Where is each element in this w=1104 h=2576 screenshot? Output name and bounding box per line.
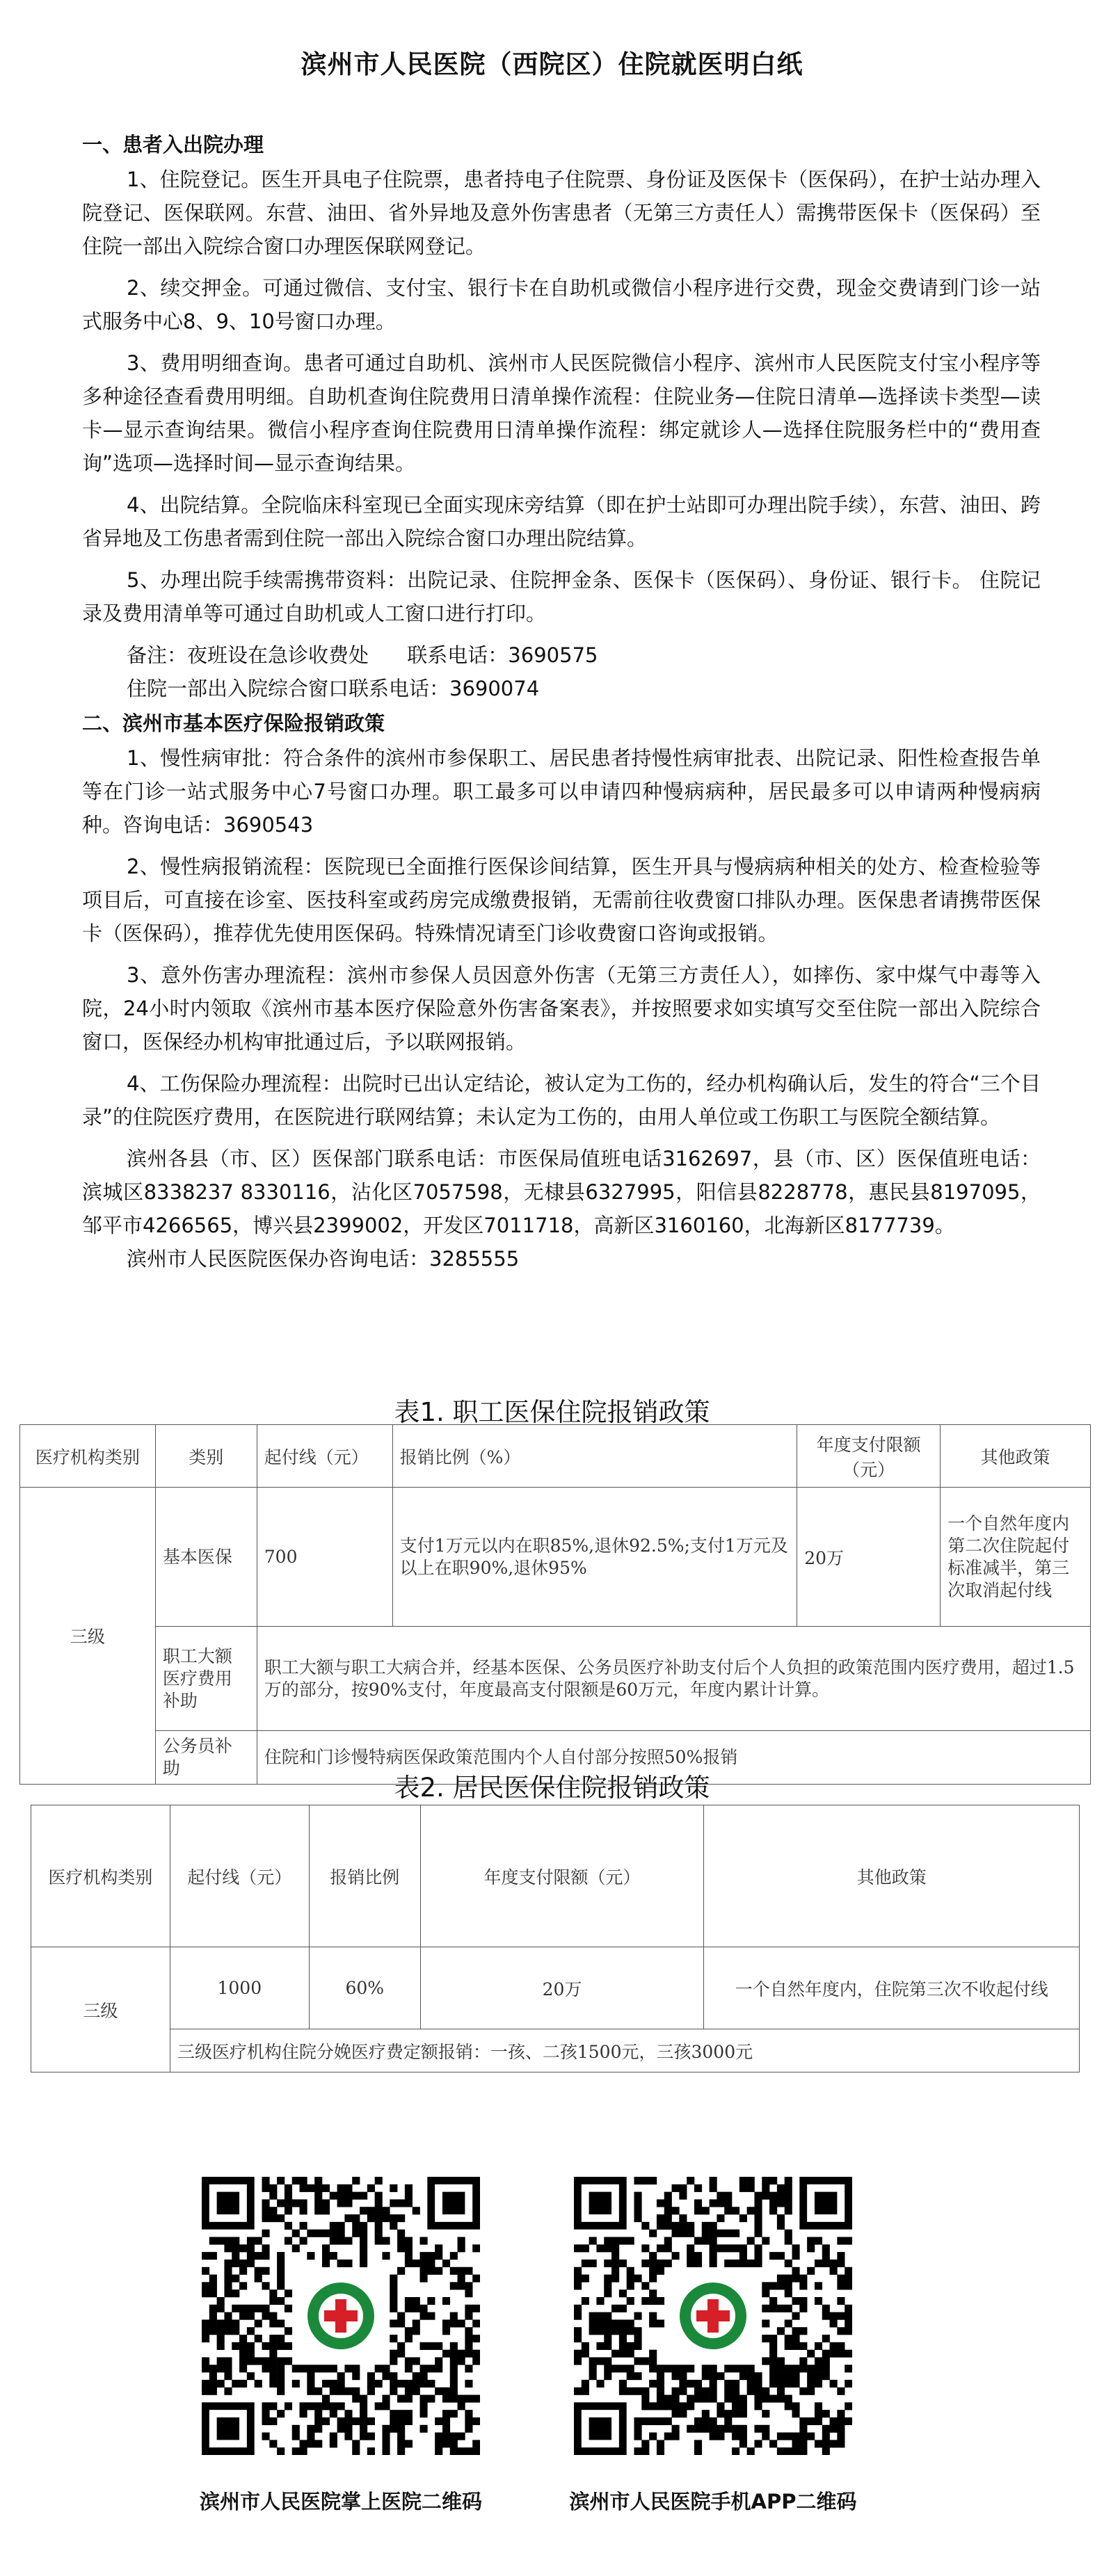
note-line: 备注：夜班设在急诊收费处 联系电话：3690575 xyxy=(127,643,598,667)
contact-paragraph: 滨州各县（市、区）医保部门联系电话：市医保局值班电话3162697，县（市、区）医保值班电话：滨城区8338237 8330116，沾化区7057598，无棣县6327995，阳信县8228778，惠民县8197095，邹平市4266565，博兴县2399002，开发区7011718，高新区3160160，北海新区8177739。 xyxy=(82,1147,1041,1237)
table-row xyxy=(31,1947,1080,2029)
paragraph: 5、办理出院手续需携带资料：出院记录、住院押金条、医保卡（医保码）、身份证、银行卡。 住院记录及费用清单等可通过自助机或人工窗口进行打印。 xyxy=(82,568,1041,625)
type-cell: 职工大额医疗费用补助 xyxy=(155,1627,257,1731)
type-cell: 公务员补助 xyxy=(155,1731,257,1785)
note-line: 住院一部出入院综合窗口联系电话：3690074 xyxy=(127,677,540,700)
text-body xyxy=(82,127,1041,1275)
header-cell: 年度支付限额（元） xyxy=(420,1805,704,1947)
paragraph: 3、意外伤害办理流程：滨州市参保人员因意外伤害（无第三方责任人），如摔伤、家中煤气中毒等入院，24小时内领取《滨州市基本医疗保险意外伤害备案表》，并按照要求如实填写交至住院一部出入院综合窗口，医保经办机构审批通过后，予以联网报销。 xyxy=(82,963,1041,1054)
qr-code-mobile-hospital xyxy=(202,2177,480,2455)
table-header-row xyxy=(20,1425,1091,1488)
limit-cell: 20万 xyxy=(420,1947,704,2029)
threshold-cell: 700 xyxy=(257,1488,392,1627)
header-cell: 起付线（元） xyxy=(257,1425,392,1488)
header-cell: 年度支付限额（元） xyxy=(797,1425,941,1488)
section-heading-insurance: 二、滨州市基本医疗保险报销政策 xyxy=(82,711,385,735)
header-cell: 报销比例（%） xyxy=(392,1425,797,1488)
header-cell: 其他政策 xyxy=(704,1805,1080,1947)
table2 xyxy=(31,1805,1080,2072)
header-cell: 报销比例 xyxy=(309,1805,420,1947)
table-row xyxy=(20,1627,1091,1731)
header-cell: 类别 xyxy=(155,1425,257,1488)
page-title: 滨州市人民医院（西院区）住院就医明白纸 xyxy=(301,49,803,79)
table-row xyxy=(20,1488,1091,1627)
threshold-cell: 1000 xyxy=(170,1947,309,2029)
ratio-cell: 支付1万元以内在职85%,退休92.5%;支付1万元及以上在职90%,退休95% xyxy=(392,1488,797,1627)
hospital-logo-icon xyxy=(301,2276,381,2356)
policy-text-cell: 住院和门诊慢特病医保政策范围内个人自付部分按照50%报销 xyxy=(257,1731,1090,1785)
paragraph: 1、慢性病审批：符合条件的滨州市参保职工、居民患者持慢性病审批表、出院记录、阳性检查报告单等在门诊一站式服务中心7号窗口办理。职工最多可以申请四种慢病病种，居民最多可以申请两种慢病病种。咨询电话：3690543 xyxy=(82,746,1041,837)
childbirth-note-cell: 三级医疗机构住院分娩医疗费定额报销：一孩、二孩1500元，三孩3000元 xyxy=(170,2029,1079,2072)
type-cell: 基本医保 xyxy=(155,1488,257,1627)
consult-line: 滨州市人民医院医保办咨询电话：3285555 xyxy=(127,1247,520,1271)
paragraph: 2、续交押金。可通过微信、支付宝、银行卡在自助机或微信小程序进行交费，现金交费请到门诊一站式服务中心8、9、10号窗口办理。 xyxy=(82,276,1041,333)
paragraph: 2、慢性病报销流程：医院现已全面推行医保诊间结算，医生开具与慢病病种相关的处方、检查检验等项目后，可直接在诊室、医技科室或药房完成缴费报销，无需前往收费窗口排队办理。医保患者请携带医保卡（医保码），推荐优先使用医保码。特殊情况请至门诊收费窗口咨询或报销。 xyxy=(82,855,1041,945)
hospital-logo-icon xyxy=(673,2276,753,2356)
limit-cell: 20万 xyxy=(797,1488,941,1627)
qr-code-image xyxy=(574,2177,852,2455)
paragraph: 3、费用明细查询。患者可通过自助机、滨州市人民医院微信小程序、滨州市人民医院支付宝小程序等多种途径查看费用明细。自助机查询住院费用日清单操作流程：住院业务—住院日清单—选择读卡类型—读卡—显示查询结果。微信小程序查询住院费用日清单操作流程：绑定就诊人—选择住院服务栏中的“费用查询”选项—选择时间—显示查询结果。 xyxy=(82,351,1041,475)
level-cell: 三级 xyxy=(20,1488,156,1785)
table2-caption: 表2. 居民医保住院报销政策 xyxy=(394,1773,710,1803)
other-policy-cell: 一个自然年度内第二次住院起付标准减半，第三次取消起付线 xyxy=(941,1488,1091,1627)
qr-label-mobile-hospital: 滨州市人民医院掌上医院二维码 xyxy=(199,2490,482,2513)
qr-code-image xyxy=(202,2177,480,2455)
header-cell: 医疗机构类别 xyxy=(31,1805,170,1947)
section-heading-admission: 一、患者入出院办理 xyxy=(82,133,264,156)
header-cell: 医疗机构类别 xyxy=(20,1425,156,1488)
qr-label-app: 滨州市人民医院手机APP二维码 xyxy=(569,2490,857,2513)
table1 xyxy=(19,1424,1091,1785)
table-header-row xyxy=(31,1805,1080,1947)
qr-code-app xyxy=(574,2177,852,2455)
paragraph: 4、出院结算。全院临床科室现已全面实现床旁结算（即在护士站即可办理出院手续），东营、油田、跨省异地及工伤患者需到住院一部出入院综合窗口办理出院结算。 xyxy=(82,493,1041,550)
policy-text-cell: 职工大额与职工大病合并，经基本医保、公务员医疗补助支付后个人负担的政策范围内医疗费用，超过1.5万的部分，按90%支付，年度最高支付限额是60万元，年度内累计计算。 xyxy=(257,1627,1090,1731)
header-cell: 其他政策 xyxy=(941,1425,1091,1488)
paragraph: 4、工伤保险办理流程：出院时已出认定结论，被认定为工伤的，经办机构确认后，发生的符合“三个目录”的住院医疗费用，在医院进行联网结算；未认定为工伤的，由用人单位或工伤职工与医院全额结算。 xyxy=(82,1072,1041,1129)
level-cell: 三级 xyxy=(31,1947,170,2072)
paragraph: 1、住院登记。医生开具电子住院票，患者持电子住院票、身份证及医保卡（医保码），在护士站办理入院登记、医保联网。东营、油田、省外异地及意外伤害患者（无第三方责任人）需携带医保卡（医保码）至住院一部出入院综合窗口办理医保联网登记。 xyxy=(82,168,1041,258)
table1-caption: 表1. 职工医保住院报销政策 xyxy=(394,1397,710,1427)
header-cell: 起付线（元） xyxy=(170,1805,309,1947)
ratio-cell: 60% xyxy=(309,1947,420,2029)
table-row xyxy=(31,2029,1080,2072)
other-policy-cell: 一个自然年度内，住院第三次不收起付线 xyxy=(704,1947,1080,2029)
